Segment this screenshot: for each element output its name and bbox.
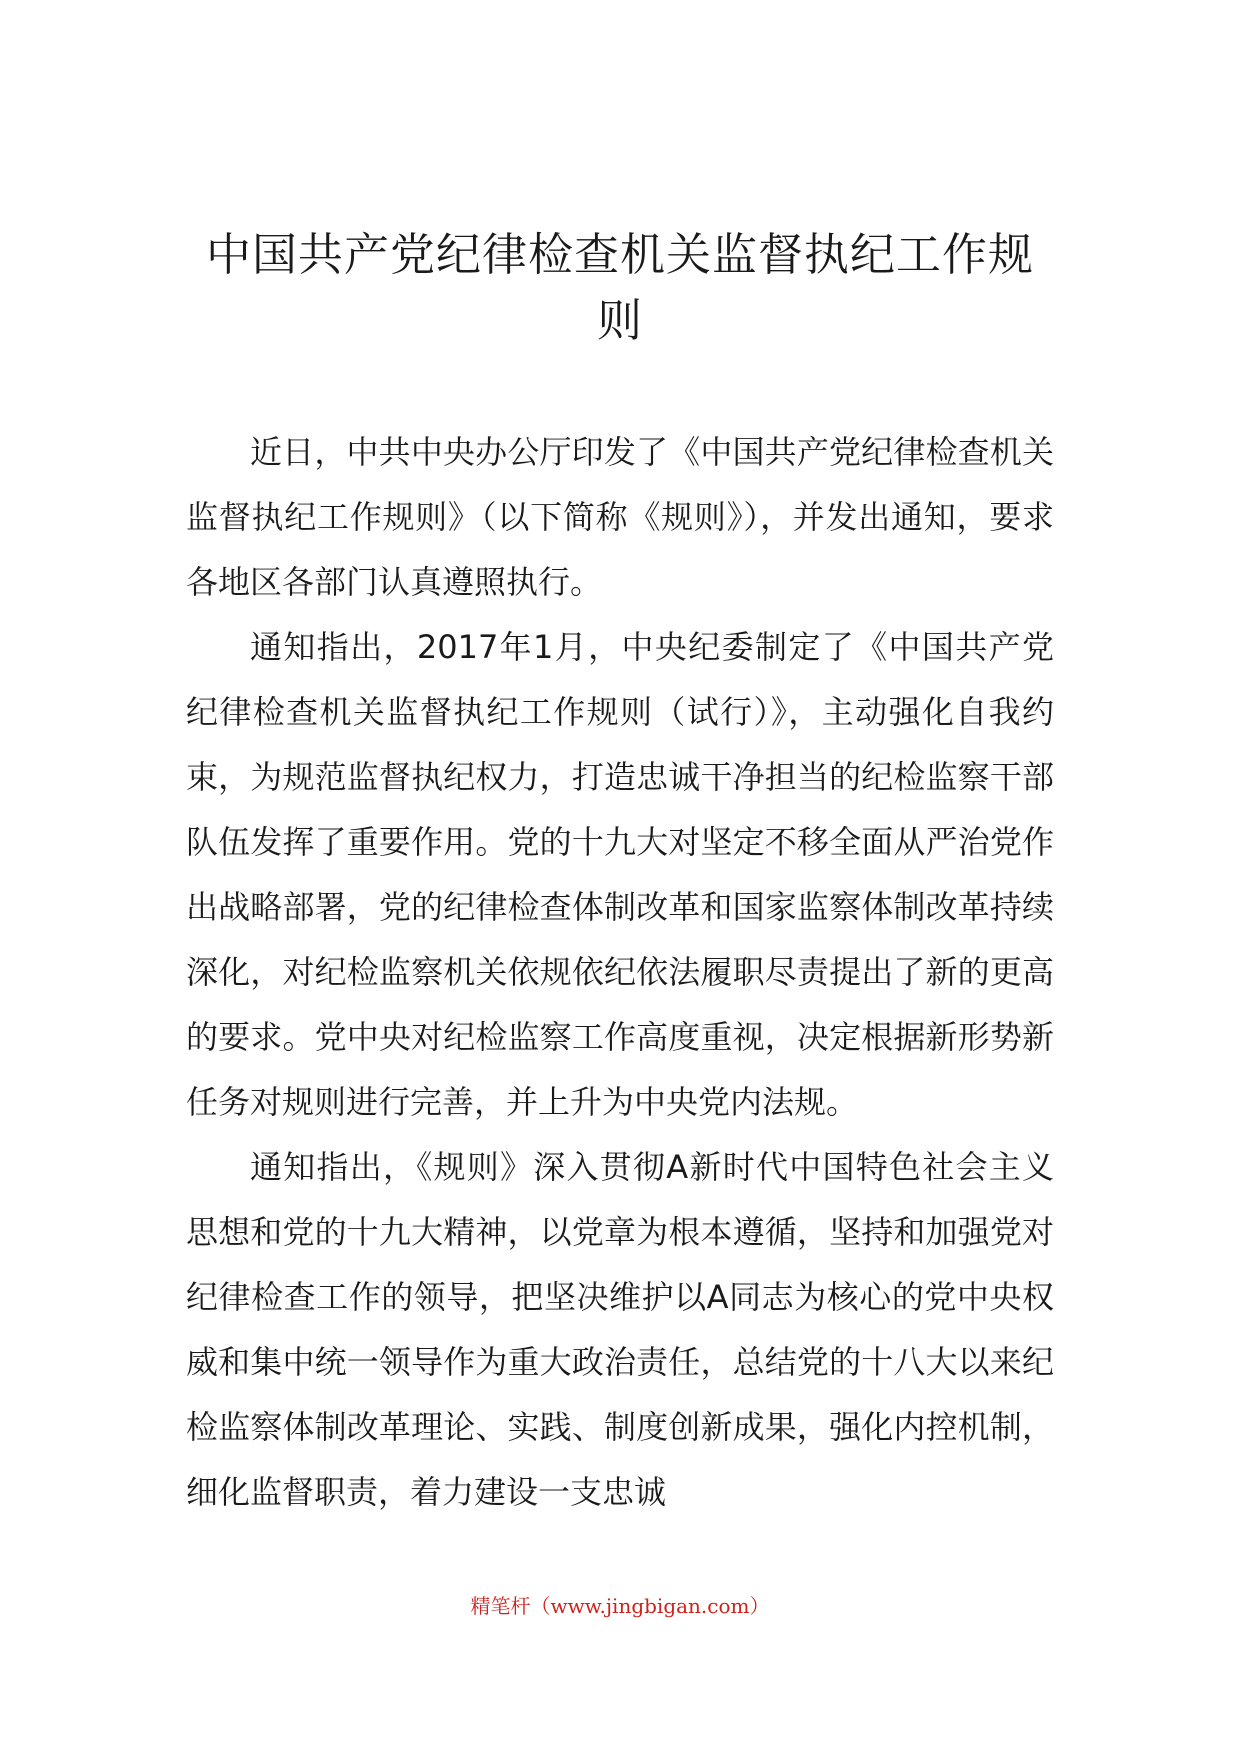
document-title: 中国共产党纪律检查机关监督执纪工作规则: [205, 228, 1034, 347]
paragraph-1: 近日，中共中央办公厅印发了《中国共产党纪律检查机关监督执纪工作规则》（以下简称《规则》），并发出通知，要求各地区各部门认真遵照执行。: [186, 433, 1054, 601]
watermark-text: 精笔杆（www.jingbigan.com）: [470, 1594, 770, 1618]
document-body: [186, 420, 1054, 1525]
footer-watermark: [0, 1592, 1240, 1620]
paragraph-2: 通知指出，2017年1月，中央纪委制定了《中国共产党纪律检查机关监督执纪工作规则（试行）》，主动强化自我约束，为规范监督执纪权力，打造忠诚干净担当的纪检监察干部队伍发挥了重要作用。党的十九大对坚定不移全面从严治党作出战略部署，党的纪律检查体制改革和国家监察体制改革持续深化，对纪检监察机关依规依纪依法履职尽责提出了新的更高的要求。党中央对纪检监察工作高度重视，决定根据新形势新任务对规则进行完善，并上升为中央党内法规。: [186, 628, 1054, 1121]
paragraph-3: 通知指出，《规则》深入贯彻A新时代中国特色社会主义思想和党的十九大精神，以党章为根本遵循，坚持和加强党对纪律检查工作的领导，把坚决维护以A同志为核心的党中央权威和集中统一领导作为重大政治责任，总结党的十八大以来纪检监察体制改革理论、实践、制度创新成果，强化内控机制，细化监督职责，着力建设一支忠诚: [186, 1148, 1054, 1511]
